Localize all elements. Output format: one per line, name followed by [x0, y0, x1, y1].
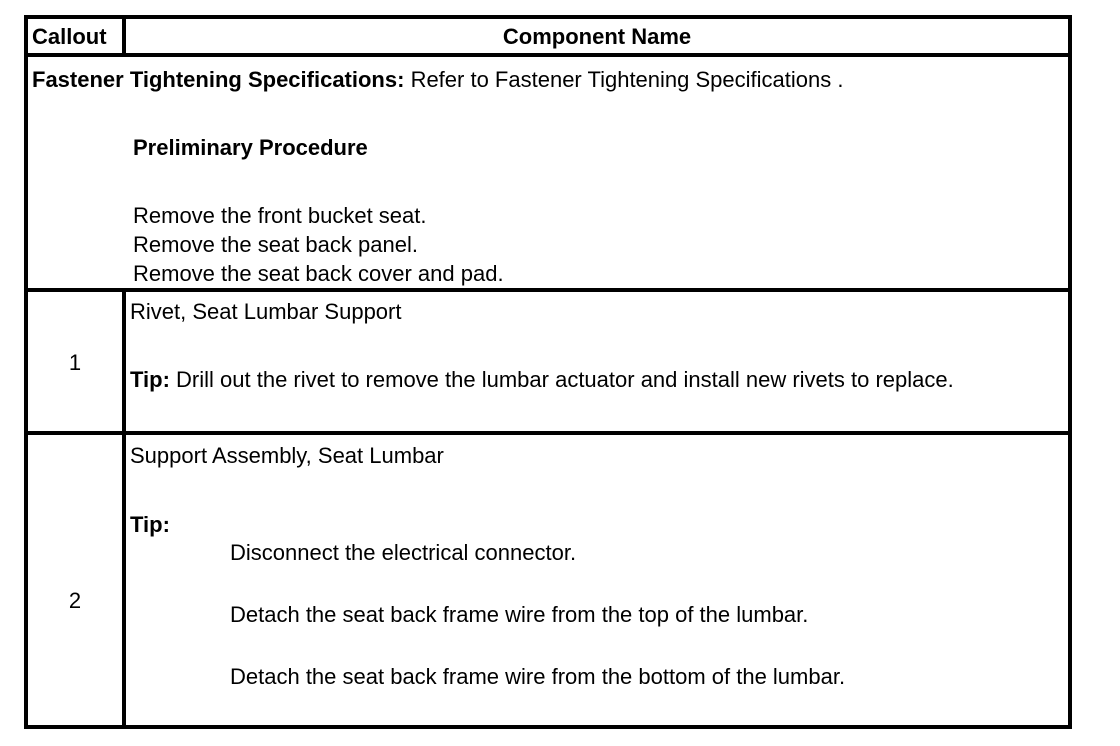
preliminary-procedure-title: Preliminary Procedure: [133, 135, 368, 160]
component-cell: [126, 292, 1068, 431]
header-callout-label: Callout: [32, 24, 107, 49]
fastener-specs-line: [32, 66, 843, 94]
table-row: [28, 435, 1068, 725]
header-component-label: Component Name: [502, 24, 692, 49]
tip-step: Detach the seat back frame wire from the bottom of the lumbar.: [230, 664, 846, 689]
tip-label: Tip:: [130, 367, 170, 392]
preliminary-step: Remove the seat back cover and pad.: [133, 261, 504, 286]
callout-number: 2: [68, 588, 82, 613]
tip-line: [130, 366, 954, 394]
tip-step: Detach the seat back frame wire from the top of the lumbar.: [230, 602, 809, 627]
component-cell: [126, 435, 1068, 725]
specifications-row: [28, 57, 1068, 292]
component-name: Support Assembly, Seat Lumbar: [130, 443, 444, 468]
header-callout-cell: [28, 19, 126, 53]
callout-number: 1: [68, 350, 82, 375]
tip-text: Drill out the rivet to remove the lumbar actuator and install new rivets to replace.: [176, 367, 954, 392]
preliminary-step: Remove the seat back panel.: [133, 232, 418, 257]
component-name: Rivet, Seat Lumbar Support: [130, 299, 402, 324]
tip-label: Tip:: [130, 512, 170, 537]
callout-cell: [28, 435, 126, 725]
component-table: [24, 15, 1072, 729]
tip-step: Disconnect the electrical connector.: [230, 540, 577, 565]
preliminary-step: Remove the front bucket seat.: [133, 203, 427, 228]
fastener-specs-text: Refer to Fastener Tightening Specifications .: [410, 67, 844, 92]
header-component-cell: [126, 19, 1068, 53]
table-header-row: [28, 19, 1068, 57]
table-row: [28, 292, 1068, 435]
fastener-specs-label: Fastener Tightening Specifications:: [32, 67, 405, 92]
callout-cell: [28, 292, 126, 431]
